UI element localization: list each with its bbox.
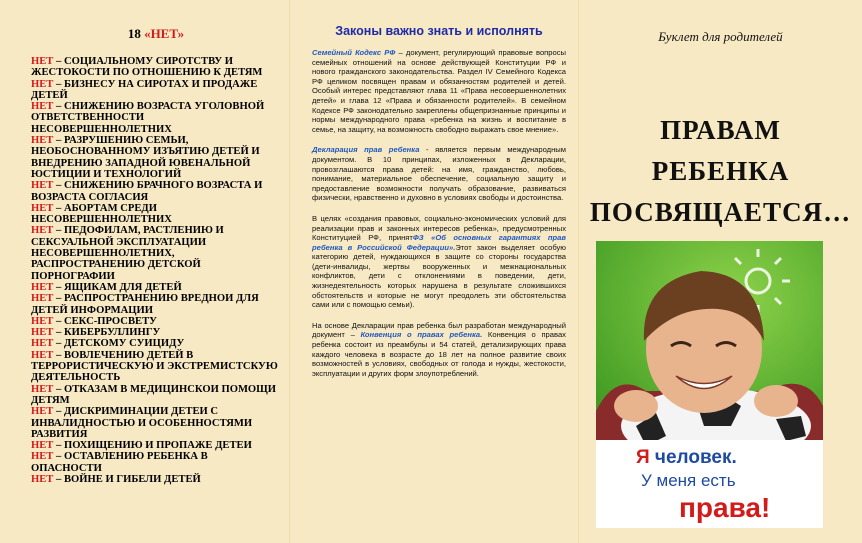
net-text: – КИБЕРБУЛЛИНГУ [53,327,161,339]
net-keyword: НЕТ [31,383,54,395]
title-prefix: 18 [127,26,145,41]
net-keyword: НЕТ [31,135,54,147]
heading-line-3: ПОСВЯЩАЕТСЯ… [589,197,852,227]
paragraph-declaration [312,145,566,203]
paragraph-family-code [312,48,566,134]
net-item [31,101,281,135]
net-text: – ПЕДОФИЛАМ, РАСТЛЕНИЮ И СЕКСУАЛЬНОЙ ЭКСПЛУАТАЦИИ НЕСОВЕРШЕННОЛЕТНИХ, РАСПРОСТРАНЕНИЮ ДЕТСКОЙ ПОРНОГРАФИИ [31,225,224,282]
declaration-highlight: Декларация прав ребенка [312,145,420,155]
net-text: – БИЗНЕСУ НА СИРОТАХ И ПРОДАЖЕ ДЕТЕЙ [31,78,258,101]
net-item [31,350,281,384]
net-item [31,56,281,79]
net-item [31,338,281,349]
net-item [31,384,281,407]
booklet-heading [579,110,862,233]
net-keyword: НЕТ [31,349,54,361]
net-item [31,203,281,226]
net-text: – ДЕТСКОМУ СУИЦИДУ [53,338,185,350]
paragraph-federal-law [312,214,566,310]
convention-text-a: На основе Декларации прав ребенка был разработан международный документ – [312,320,566,340]
family-code-highlight: Семейный Кодекс РФ [312,48,396,57]
net-item [31,440,281,451]
federal-law-text-b: Этот закон выделяет особую категорию детей, нуждающихся в защите со стороны государства (дети-инвалиды, жертвы вооруженных и межнациональных конфликтов, дети с отклонениями в поведении, дети, жизнедеятельность которых нарушена в результате сложившихся обстоятельств и которые не могут преодолеть эти обстоятельства сами или с помощью семьи). [312,242,566,310]
net-keyword: НЕТ [31,78,54,90]
panel-middle [290,0,578,543]
panel-middle-title: Законы важно знать и исполнять [335,24,543,38]
net-keyword: НЕТ [31,56,54,67]
net-text: – ПОХИЩЕНИЮ И ПРОПАЖЕ ДЕТЕИ [53,440,252,452]
net-keyword: НЕТ [31,202,54,214]
net-text: – ВОВЛЕЧЕНИЮ ДЕТЕЙ В ТЕРРОРИСТИЧЕСКУЮ И ЭКСТРЕМИСТСКУЮ ДЕЯТЕЛЬНОСТЬ [31,349,278,384]
net-item [31,316,281,327]
convention-text-b: Конвенция о правах ребенка состоит из преамбулы и 54 статей, детализирующих права каждого человека в возрасте до 18 лет на полное развитие своих возможностей в условиях, свободных от голода и нужды, жестокости, эксплуатации и других форм злоупотреблений. [312,330,566,378]
net-item [31,135,281,180]
net-item [31,474,281,485]
net-text: – РАСПРОСТРАНЕНИЮ ВРЕДНОИ ДЛЯ ДЕТЕЙ ИНФОРМАЦИИ [31,293,259,316]
net-keyword: НЕТ [31,327,54,339]
net-text: – ОСТАВЛЕНИЮ РЕБЕНКА В ОПАСНОСТИ [31,451,208,474]
net-item [31,225,281,281]
family-code-text: – документ, регулирующий правовые вопросы семейных отношений на основе действующей Конституции РФ и нового гражданского законодательства. Раздел IV Семейного Кодекса РФ целиком посвящен правам и обязанностям родителей и детей. Особый интерес представляют глава 11 «Права несовершеннолетних детей» и глава 12 «Права и обязанности родителей». В семейном Кодексе РФ законодательно закреплены общепризнанные принципы и нормы международного права «ребенка на жизнь и воспитание в семье, на защиту, на возможность свободно выражать свое мнение». [312,48,566,134]
net-keyword: НЕТ [31,473,54,485]
net-keyword: НЕТ [31,281,54,293]
net-text: – ДИСКРИМИНАЦИИ ДЕТЕИ С ИНВАЛИДНОСТЬЮ И ОСОБЕННОСТЯМИ РАЗВИТИЯ [31,406,253,440]
photo-caption [596,440,823,528]
net-item [31,451,281,474]
caption-line-3: права! [679,492,771,523]
federal-law-text-a: В целях «создания правовых, социально-экономических условий для реализации прав и законных интересов ребенка», предусмотренных Конституцией РФ, принят [312,213,566,243]
paragraph-convention [312,321,566,379]
heading-line-2: РЕБЕНКА [651,156,790,186]
declaration-text: - является первым международным документом. В 10 принципах, изложенных в Декларации, провозглашаются права детей: на имя, гражданство, любовь, понимание, материальное обеспечение, социальную защиту и предоставление возможности получать образование, развиваться физически, нравственно и духовно в условиях свободы и достоинства. [312,145,566,203]
net-keyword: НЕТ [31,451,54,463]
net-text: – СНИЖЕНИЮ ВОЗРАСТА УГОЛОВНОЙ ОТВЕТСТВЕННОСТИ НЕСОВЕРШЕННОЛЕТНИХ [31,101,265,135]
title-word: «НЕТ» [144,26,185,41]
caption-person: человек. [649,447,737,468]
net-text: – ОТКАЗАМ В МЕДИЦИНСКОИ ПОМОЩИ ДЕТЯМ [31,383,277,406]
net-text: – ЯЩИКАМ ДЛЯ ДЕТЕЙ [53,281,182,293]
net-text: – СОЦИАЛЬНОМУ СИРОТСТВУ И ЖЕСТОКОСТИ ПО ОТНОШЕНИЮ К ДЕТЯМ [31,56,263,79]
net-item [31,293,281,316]
net-keyword: НЕТ [31,101,54,113]
net-keyword: НЕТ [31,180,54,192]
net-keyword: НЕТ [31,338,54,350]
panel-right [578,0,862,543]
net-list [31,56,281,485]
caption-line-1 [636,447,737,469]
net-text: – АБОРТАМ СРЕДИ НЕСОВЕРШЕННОЛЕТНИХ [31,202,172,226]
caption-line-2: У меня есть [641,471,736,490]
net-keyword: НЕТ [31,293,54,305]
net-item [31,282,281,293]
net-item [31,180,281,203]
net-text: – ВОЙНЕ И ГИБЕЛИ ДЕТЕЙ [53,473,201,485]
caption-ya: Я [636,447,650,468]
convention-highlight: Конвенция о правах ребенка. [360,330,483,340]
net-item [31,327,281,338]
net-text: – СЕКС-ПРОСВЕТУ [53,315,157,327]
net-keyword: НЕТ [31,406,54,418]
net-item [31,79,281,102]
net-keyword: НЕТ [31,315,54,327]
net-text: – СНИЖЕНИЮ БРАЧНОГО ВОЗРАСТА И ВОЗРАСТА СОГЛАСИЯ [31,180,263,203]
booklet-subtitle: Буклет для родителей [658,29,783,44]
panel-left-title [31,26,281,42]
heading-line-1: ПРАВАМ [660,115,781,145]
net-item [31,406,281,440]
net-keyword: НЕТ [31,440,54,452]
net-text: – РАЗРУШЕНИЮ СЕМЬИ, НЕОБОСНОВАННОМУ ИЗЪЯТИЮ ДЕТЕЙ И ВНЕДРЕНИЮ ЗАПАДНОЙ ЮВЕНАЛЬНОЙ ЮСТИЦИИ И ТЕХНОЛОГИЙ [31,135,260,180]
net-keyword: НЕТ [31,225,54,237]
child-photo [596,241,823,528]
panel-left [0,0,290,543]
federal-law-highlight: ФЗ «Об основных гарантиях прав ребенка в Российской Федерации». [312,233,566,252]
